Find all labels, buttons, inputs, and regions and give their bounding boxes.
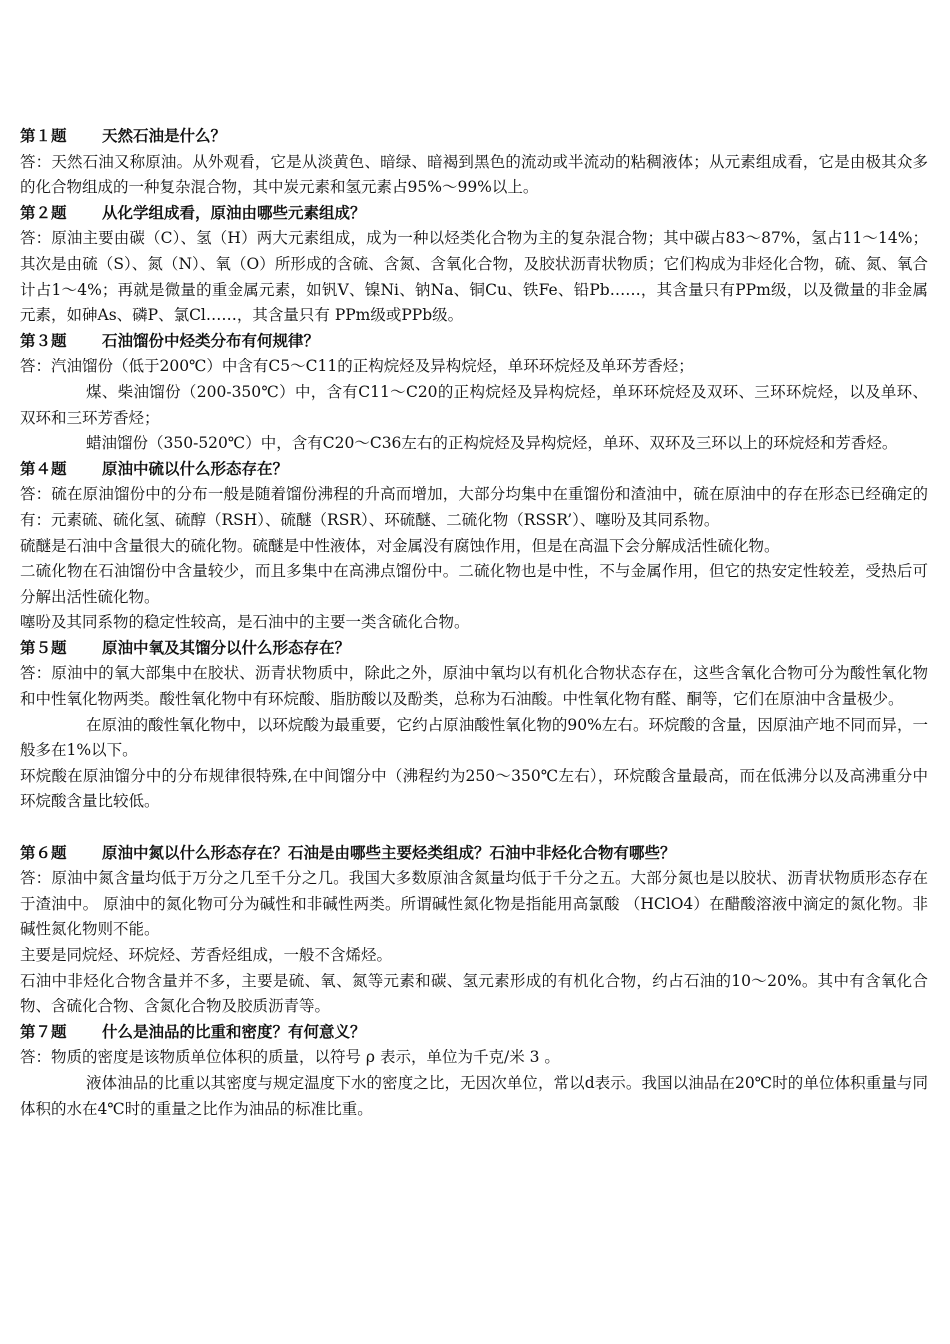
answer-paragraph: 二硫化物在石油馏份中含量较少，而且多集中在高沸点馏份中。二硫化物也是中性，不与金属作用，但它的热安定性较差，受热后可分解出活性硫化物。 — [20, 562, 928, 606]
question-1 — [20, 124, 928, 201]
question-title — [20, 636, 928, 662]
question-text: 从化学组成看，原油由哪些元素组成？ — [102, 203, 366, 222]
question-title — [20, 1020, 928, 1046]
answer-paragraph: 答：汽油馏份（低于200℃）中含有C5～C11的正构烷烃及异构烷烃，单环环烷烃及单环芳香烃； — [20, 357, 694, 376]
question-4 — [20, 457, 928, 636]
question-number: 第１题 — [20, 127, 67, 145]
question-7 — [20, 1020, 928, 1122]
answer-paragraph: 答：原油主要由碳（C）、氢（H）两大元素组成，成为一种以烃类化合物为主的复杂混合物；其中碳占83～87%，氢占11～14%；其次是由硫（S）、氮（N）、氧（O）所形成的含硫、含氮、含氧化合物，及胶状沥青状物质；它们构成为非烃化合物，硫、氮、氧合计占1～4%；再就是微量的重金属元素，如钒V、镍Ni、钠Na、铜Cu、铁Fe、铅Pb……，其含量只有PPm级，以及微量的非金属元素，如砷As、磷P、氯Cl……，其含量只有 PPm级或PPb级。 — [20, 229, 928, 325]
answer-paragraph: 硫醚是石油中含量很大的硫化物。硫醚是中性液体，对金属没有腐蚀作用，但是在高温下会分解成活性硫化物。 — [20, 536, 780, 555]
question-number: 第４题 — [20, 459, 67, 478]
question-text: 原油中硫以什么形态存在？ — [102, 459, 289, 478]
question-text: 什么是油品的比重和密度？有何意义？ — [102, 1022, 366, 1041]
answer-paragraph: 答：物质的密度是该物质单位体积的质量，以符号 ρ 表示，单位为千克/米 3 。 — [20, 1048, 560, 1067]
question-2 — [20, 201, 928, 329]
answer-paragraph: 答：天然石油又称原油。从外观看，它是从淡黄色、暗绿、暗褐到黑色的流动或半流动的粘稠液体；从元素组成看，它是由极其众多的化合物组成的一种复杂混合物，其中炭元素和氢元素占95%～99%以上。 — [20, 152, 928, 197]
question-text: 天然石油是什么？ — [102, 127, 227, 145]
question-text: 原油中氧及其馏分以什么形态存在？ — [102, 638, 351, 657]
blank-line — [20, 815, 928, 841]
answer-paragraph: 答：硫在原油馏份中的分布一般是随着馏份沸程的升高而增加，大部分均集中在重馏份和渣油中，硫在原油中的存在形态已经确定的有：元素硫、硫化氢、硫醇（RSH）、硫醚（RSR）、环硫醚、二硫化物（RSSR’）、噻吩及其同系物。 — [20, 485, 928, 529]
question-3 — [20, 329, 928, 457]
answer-paragraph: 在原油的酸性氧化物中，以环烷酸为最重要，它约占原油酸性氧化物的90%左右。环烷酸的含量，因原油产地不同而异，一般多在1%以下。 — [20, 715, 928, 760]
question-6 — [20, 841, 928, 1020]
answer-paragraph: 答：原油中的氧大部集中在胶状、沥青状物质中，除此之外，原油中氧均以有机化合物状态存在，这些含氧化合物可分为酸性氧化物和中性氧化物两类。酸性氧化物中有环烷酸、脂肪酸以及酚类，总称为石油酸。中性氧化物有醛、酮等，它们在原油中含量极少。 — [20, 664, 928, 709]
question-number: 第６题 — [20, 843, 67, 862]
question-number: 第２题 — [20, 203, 67, 222]
answer-paragraph: 主要是同烷烃、环烷烃、芳香烃组成，一般不含烯烃。 — [20, 946, 393, 964]
answer-paragraph: 石油中非烃化合物含量并不多，主要是硫、氧、氮等元素和碳、氢元素形成的有机化合物，约占石油的10～20%。其中有含氧化合物、含硫化合物、含氮化合物及胶质沥青等。 — [20, 971, 928, 1016]
question-text: 原油中氮以什么形态存在？石油是由哪些主要烃类组成？石油中非烃化合物有哪些？ — [102, 843, 676, 862]
question-5 — [20, 636, 928, 815]
question-title — [20, 457, 928, 483]
answer-paragraph: 环烷酸在原油馏分中的分布规律很特殊,在中间馏分中（沸程约为250～350℃左右），环烷酸含量最高，而在低沸分以及高沸重分中环烷酸含量比较低。 — [20, 766, 928, 811]
question-title — [20, 329, 928, 355]
answer-paragraph: 噻吩及其同系物的稳定性较高，是石油中的主要一类含硫化合物。 — [20, 613, 470, 632]
answer-paragraph: 答：原油中氮含量均低于万分之几至千分之几。我国大多数原油含氮量均低于千分之五。大部分氮也是以胶状、沥青状物质形态存在于渣油中。 原油中的氮化物可分为碱性和非碱性两类。所谓碱性氮化物是指能用高氯酸 （HClO4）在醋酸溶液中滴定的氮化物。非碱性氮化物则不能。 — [20, 869, 928, 939]
question-number: 第５题 — [20, 638, 67, 657]
answer-paragraph: 蜡油馏份（350-520℃）中，含有C20～C36左右的正构烷烃及异构烷烃，单环、双环及三环以上的环烷烃和芳香烃。 — [86, 434, 898, 453]
answer-paragraph: 煤、柴油馏份（200-350℃）中，含有C11～C20的正构烷烃及异构烷烃，单环环烷烃及双环、三环环烷烃，以及单环、双环和三环芳香烃； — [20, 382, 928, 427]
question-number: 第３题 — [20, 331, 67, 350]
question-number: 第７题 — [20, 1022, 67, 1041]
answer-paragraph: 液体油品的比重以其密度与规定温度下水的密度之比，无因次单位，常以d表示。我国以油品在20℃时的单位体积重量与同体积的水在4℃时的重量之比作为油品的标准比重。 — [20, 1073, 928, 1118]
question-title — [20, 201, 928, 227]
question-title — [20, 841, 928, 867]
question-text: 石油馏份中烃类分布有何规律？ — [102, 331, 320, 350]
question-title — [20, 124, 928, 150]
